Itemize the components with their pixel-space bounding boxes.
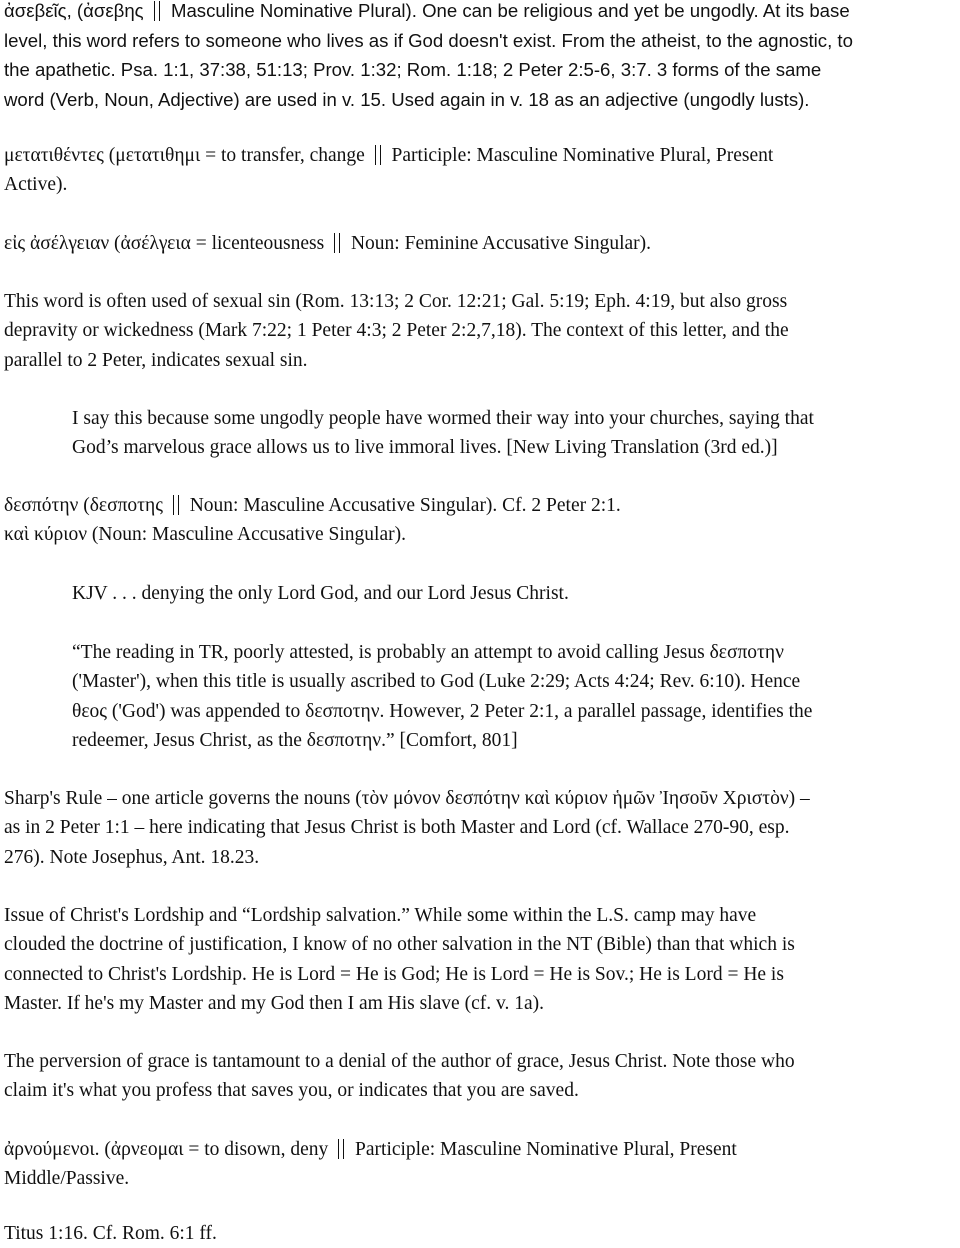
- paragraph-arnoumenoi: [4, 1135, 952, 1194]
- paragraph-sharps-rule: [4, 784, 952, 872]
- text-line: θεος ('God') was appended to δεσποτην. However, 2 Peter 2:1, a parallel passage, identifies the: [72, 700, 813, 722]
- quote-kjv: [72, 579, 952, 608]
- text-line: This word is often used of sexual sin (Rom. 13:13; 2 Cor. 12:21; Gal. 5:19; Eph. 4:19, but also gross: [4, 291, 788, 312]
- text-line: καὶ κύριον (Noun: Masculine Accusative Singular).: [4, 524, 406, 546]
- text-line: the apathetic. Psa. 1:1, 37:38, 51:13; Prov. 1:32; Rom. 1:18; 2 Peter 2:5-6, 3:7. 3 forms of the same: [4, 59, 822, 80]
- text-segment: ἀσεβεῖς, (ἀσεβης: [4, 0, 149, 21]
- paragraph-aselgeian: [4, 229, 952, 258]
- text-line: word (Verb, Noun, Adjective) are used in v. 15. Used again in v. 18 as an adjective (ungodly lusts).: [4, 88, 810, 110]
- paragraph-lordship: [4, 901, 952, 1018]
- text-line: I say this because some ungodly people have wormed their way into your churches, saying that: [72, 408, 814, 429]
- text-line: Issue of Christ's Lordship and “Lordship salvation.” While some within the L.S. camp may have: [4, 905, 757, 926]
- double-bar-separator: [375, 145, 381, 165]
- text-segment: Noun: Masculine Accusative Singular). Cf. 2 Peter 2:1.: [184, 495, 621, 516]
- text-line: [4, 141, 952, 170]
- text-line: [4, 229, 952, 258]
- text-line: [4, 0, 952, 26]
- text-line: Active).: [4, 174, 68, 196]
- text-segment: δεσπότην (δεσποτης: [4, 495, 168, 516]
- text-line: ('Master'), when this title is usually ascribed to God (Luke 2:29; Acts 4:24; Rev. 6:10). Hence: [72, 671, 801, 693]
- text-segment: μετατιθέντες (μετατιθημι = to transfer, change: [4, 145, 370, 166]
- text-line: Titus 1:16. Cf. Rom. 6:1 ff.: [4, 1223, 217, 1244]
- quote-comfort: [72, 638, 952, 755]
- paragraph-sexual-sin: [4, 287, 952, 375]
- quote-nlt: [72, 404, 952, 463]
- paragraph-despoten: [4, 491, 952, 550]
- text-segment: Masculine Nominative Plural). One can be religious and yet be ungodly. At its base: [165, 0, 850, 21]
- double-bar-separator: [338, 1139, 344, 1159]
- double-bar-separator: [154, 1, 160, 21]
- text-line: clouded the doctrine of justification, I know of no other salvation in the NT (Bible) than that which is: [4, 934, 795, 956]
- text-line: level, this word refers to someone who lives as if God doesn't exist. From the atheist, to the agnostic, to: [4, 29, 853, 51]
- paragraph-perversion: [4, 1047, 952, 1106]
- text-segment: Noun: Feminine Accusative Singular).: [346, 233, 652, 254]
- text-line: connected to Christ's Lordship. He is Lord = He is God; He is Lord = He is Sov.; He is Lord = He is: [4, 963, 784, 985]
- text-line: KJV . . . denying the only Lord God, and our Lord Jesus Christ.: [72, 583, 569, 604]
- text-line: Sharp's Rule – one article governs the nouns (τὸν μόνον δεσπότην καὶ κύριον ἡμῶν Ἰησοῦν Χριστὸν) –: [4, 788, 810, 809]
- text-line: parallel to 2 Peter, indicates sexual sin.: [4, 349, 308, 371]
- text-segment: εἰς ἀσέλγειαν (ἀσέλγεια = licenteousness: [4, 233, 330, 254]
- text-line: as in 2 Peter 1:1 – here indicating that Jesus Christ is both Master and Lord (cf. Wallace 270-90, esp.: [4, 817, 790, 839]
- text-line: claim it's what you profess that saves you, or indicates that you are saved.: [4, 1080, 579, 1102]
- text-line: God’s marvelous grace allows us to live immoral lives. [New Living Translation (3rd ed.)]: [72, 437, 778, 459]
- paragraph-asebeis: [4, 0, 952, 114]
- paragraph-metatithentes: [4, 141, 952, 200]
- double-bar-separator: [334, 233, 340, 253]
- text-line: “The reading in TR, poorly attested, is probably an attempt to avoid calling Jesus δεσποτην: [72, 642, 784, 663]
- text-line: 276). Note Josephus, Ant. 18.23.: [4, 846, 260, 868]
- text-line: [4, 1135, 952, 1164]
- text-line: Master. If he's my Master and my God then I am His slave (cf. v. 1a).: [4, 992, 544, 1014]
- text-line: [4, 491, 952, 520]
- text-line: depravity or wickedness (Mark 7:22; 1 Peter 4:3; 2 Peter 2:2,7,18). The context of this letter, and the: [4, 320, 789, 342]
- text-line: Middle/Passive.: [4, 1168, 130, 1190]
- text-segment: Participle: Masculine Nominative Plural, Present: [386, 145, 774, 166]
- text-segment: Participle: Masculine Nominative Plural, Present: [350, 1139, 737, 1160]
- paragraph-titus: [4, 1219, 952, 1248]
- text-segment: ἀρνούμενοι. (ἀρνεομαι = to disown, deny: [4, 1139, 334, 1160]
- text-line: redeemer, Jesus Christ, as the δεσποτην.” [Comfort, 801]: [72, 729, 518, 751]
- double-bar-separator: [173, 495, 179, 515]
- text-line: The perversion of grace is tantamount to a denial of the author of grace, Jesus Christ. Note those who: [4, 1051, 795, 1072]
